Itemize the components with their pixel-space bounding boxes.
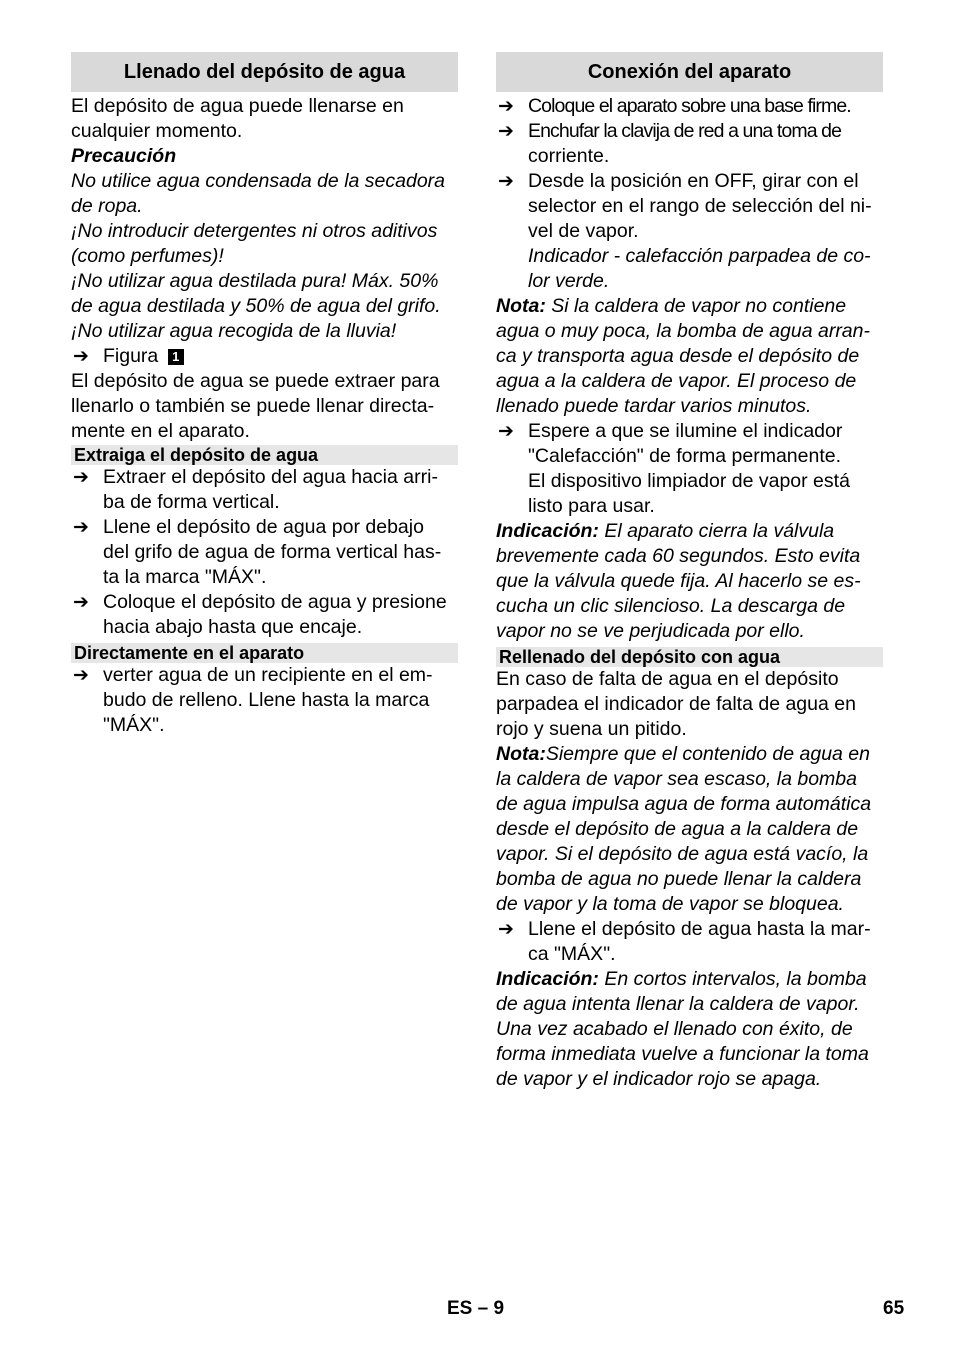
- note-text: Si la caldera de vapor no contiene: [545, 295, 847, 317]
- figure-label: Figura: [103, 345, 159, 367]
- arrow-right-icon: ➔: [73, 467, 89, 488]
- indication-text: El aparato cierra la válvula: [598, 520, 835, 542]
- right-column: [496, 52, 883, 1092]
- list-item-text: Coloque el depósito de agua y presione: [103, 591, 447, 613]
- list-item-continuation: vel de vapor.: [528, 220, 639, 242]
- note-label: Nota:: [496, 743, 546, 765]
- indication-line: cucha un clic silencioso. La descarga de: [496, 595, 846, 617]
- list-item: [496, 94, 883, 119]
- note-line: de vapor y la toma de vapor se bloquea.: [496, 893, 844, 915]
- arrow-right-icon: ➔: [498, 919, 514, 940]
- list-item-text: Llene el depósito de agua por debajo: [103, 516, 424, 538]
- indicator-note: Indicador - calefacción parpadea de co-: [528, 245, 871, 267]
- indication-label: Indicación:: [496, 968, 599, 990]
- extract-line: mente en el aparato.: [71, 420, 250, 442]
- list-item: [496, 169, 883, 194]
- list-item: [71, 465, 458, 490]
- refill-line: rojo y suena un pitido.: [496, 718, 687, 740]
- subsection-title-directamente: Directamente en el aparato: [71, 643, 458, 663]
- arrow-right-icon: ➔: [498, 96, 514, 117]
- caution-line: ¡No utilizar agua recogida de la lluvia!: [71, 320, 397, 342]
- list-item-continuation: "MÁX".: [103, 714, 165, 736]
- indication-line: de vapor y el indicador rojo se apaga.: [496, 1068, 822, 1090]
- indication-line: que la válvula quede fija. Al hacerlo se es-: [496, 570, 861, 592]
- list-item-continuation: budo de relleno. Llene hasta la marca: [103, 689, 430, 711]
- list-item: [71, 663, 458, 688]
- section-title-conexion: Conexión del aparato: [496, 52, 883, 92]
- list-item: [71, 515, 458, 540]
- indication-line: vapor no se ve perjudicada por ello.: [496, 620, 805, 642]
- list-item-text: Llene el depósito de agua hasta la mar-: [528, 918, 871, 940]
- caution-line: (como perfumes)!: [71, 245, 224, 267]
- arrow-right-icon: ➔: [73, 592, 89, 613]
- note-line: la caldera de vapor sea escaso, la bomba: [496, 768, 857, 790]
- note-line: bomba de agua no puede llenar la caldera: [496, 868, 862, 890]
- note-line: agua a la caldera de vapor. El proceso de: [496, 370, 857, 392]
- list-item-continuation: corriente.: [528, 145, 610, 167]
- list-item-continuation: ca "MÁX".: [528, 943, 616, 965]
- list-item-continuation: ba de forma vertical.: [103, 491, 280, 513]
- list-item-text: Desde la posición en OFF, girar con el: [528, 170, 859, 192]
- list-item-text: verter agua de un recipiente en el em-: [103, 664, 433, 686]
- list-item-continuation: del grifo de agua de forma vertical has-: [103, 541, 442, 563]
- arrow-right-icon: ➔: [498, 421, 514, 442]
- arrow-right-icon: ➔: [498, 171, 514, 192]
- indication-line: Una vez acabado el llenado con éxito, de: [496, 1018, 853, 1040]
- list-item-continuation: ta la marca "MÁX".: [103, 566, 267, 588]
- caution-line: ¡No utilizar agua destilada pura! Máx. 50%: [71, 270, 439, 292]
- list-item: [496, 917, 883, 942]
- list-item-continuation: hacia abajo hasta que encaje.: [103, 616, 363, 638]
- list-item: [71, 590, 458, 615]
- subsection-title-extraiga: Extraiga el depósito de agua: [71, 445, 458, 465]
- indicator-note: lor verde.: [528, 270, 610, 292]
- indication-text: En cortos intervalos, la bomba: [598, 968, 867, 990]
- subsection-title-rellenado: Rellenado del depósito con agua: [496, 647, 883, 667]
- figure-reference: [71, 344, 458, 369]
- indication-line: forma inmediata vuelve a funcionar la toma: [496, 1043, 869, 1065]
- note-paragraph: [496, 742, 883, 767]
- extract-line: El depósito de agua se puede extraer para: [71, 370, 440, 392]
- list-item-text: Extraer el depósito del agua hacia arri-: [103, 466, 438, 488]
- list-item: [496, 419, 883, 444]
- figure-number-badge: 1: [168, 349, 184, 365]
- list-item-text: Enchufar la clavija de red a una toma de: [528, 120, 842, 142]
- refill-line: En caso de falta de agua en el depósito: [496, 668, 839, 690]
- note-line: llenado puede tardar varios minutos.: [496, 395, 812, 417]
- indication-label: Indicación:: [496, 520, 599, 542]
- caution-line: No utilice agua condensada de la secadora: [71, 170, 446, 192]
- intro-line: cualquier momento.: [71, 120, 243, 142]
- note-label: Nota:: [496, 295, 546, 317]
- intro-line: El depósito de agua puede llenarse en: [71, 95, 404, 117]
- caution-line: de agua destilada y 50% de agua del grifo.: [71, 295, 441, 317]
- note-line: ca y transporta agua desde el depósito de: [496, 345, 860, 367]
- list-item-continuation: "Calefacción" de forma permanente.: [528, 445, 842, 467]
- note-line: agua o muy poca, la bomba de agua arran-: [496, 320, 870, 342]
- list-item-text: Coloque el aparato sobre una base firme.: [528, 95, 851, 117]
- caution-line: ¡No introducir detergentes ni otros aditivos: [71, 220, 438, 242]
- arrow-right-icon: ➔: [73, 665, 89, 686]
- note-line: vapor. Si el depósito de agua está vacío, la: [496, 843, 869, 865]
- section-title-llenado: Llenado del depósito de agua: [71, 52, 458, 92]
- extract-line: llenarlo o también se puede llenar directa-: [71, 395, 435, 417]
- left-column: [71, 52, 458, 738]
- indication-paragraph: [496, 519, 883, 544]
- refill-line: parpadea el indicador de falta de agua en: [496, 693, 856, 715]
- caution-line: de ropa.: [71, 195, 143, 217]
- arrow-right-icon: ➔: [498, 121, 514, 142]
- list-item: [496, 119, 883, 144]
- note-paragraph: [496, 294, 883, 319]
- list-item-continuation: El dispositivo limpiador de vapor está: [528, 470, 850, 492]
- list-item-text: Espere a que se ilumine el indicador: [528, 420, 843, 442]
- note-text: Siempre que el contenido de agua en: [545, 743, 870, 765]
- indication-line: brevemente cada 60 segundos. Esto evita: [496, 545, 861, 567]
- list-item-continuation: selector en el rango de selección del ni-: [528, 195, 872, 217]
- list-item-continuation: listo para usar.: [528, 495, 655, 517]
- note-line: desde el depósito de agua a la caldera de: [496, 818, 859, 840]
- caution-title: Precaución: [71, 145, 177, 167]
- indication-line: de agua intenta llenar la caldera de vapor.: [496, 993, 860, 1015]
- indication-paragraph: [496, 967, 883, 992]
- note-line: de agua impulsa agua de forma automática: [496, 793, 872, 815]
- footer-section-page: ES – 9: [447, 1298, 505, 1319]
- footer-page-number: 65: [883, 1298, 905, 1319]
- arrow-right-icon: ➔: [73, 346, 89, 367]
- arrow-right-icon: ➔: [73, 517, 89, 538]
